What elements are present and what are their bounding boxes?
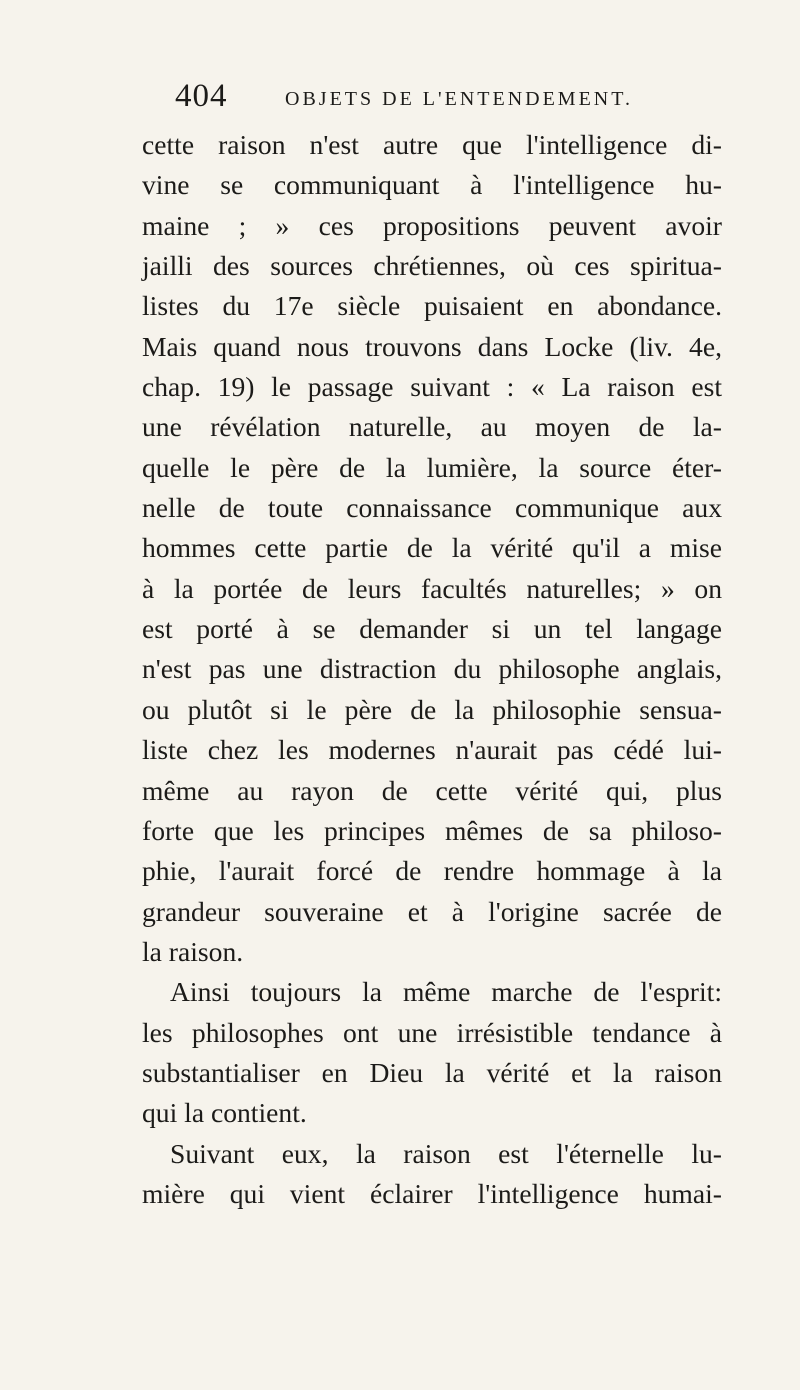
body-text	[142, 125, 722, 1214]
text-line: chap. 19) le passage suivant : « La raison est	[142, 371, 722, 403]
text-line: listes du 17e siècle puisaient en abondance.	[142, 290, 722, 322]
text-line: substantialiser en Dieu la vérité et la raison	[142, 1056, 722, 1088]
text-line: jailli des sources chrétiennes, où ces spiritua-	[142, 250, 722, 282]
paragraph-start-line: Suivant eux, la raison est l'éternelle lu-	[170, 1137, 722, 1169]
text-line: hommes cette partie de la vérité qu'il a mise	[142, 532, 722, 564]
text-line: les philosophes ont une irrésistible tendance à	[142, 1016, 722, 1048]
text-line: maine ; » ces propositions peuvent avoir	[142, 209, 722, 241]
paragraph-start-line: Ainsi toujours la même marche de l'esprit:	[170, 976, 722, 1008]
text-line: mière qui vient éclairer l'intelligence humai-	[142, 1177, 722, 1209]
paragraph-end-line: qui la contient.	[142, 1097, 307, 1129]
text-line: vine se communiquant à l'intelligence hu-	[142, 169, 722, 201]
paragraph-end-line: la raison.	[142, 935, 244, 967]
text-line: cette raison n'est autre que l'intelligence di-	[142, 129, 722, 160]
page-number: 404	[175, 78, 228, 114]
text-line: liste chez les modernes n'aurait pas cédé lui-	[142, 734, 722, 766]
text-line: n'est pas une distraction du philosophe anglais,	[142, 653, 722, 685]
text-line: grandeur souveraine et à l'origine sacrée de	[142, 895, 722, 927]
text-line: même au rayon de cette vérité qui, plus	[142, 774, 722, 806]
text-line: Mais quand nous trouvons dans Locke (liv. 4e,	[142, 330, 722, 362]
text-line: forte que les principes mêmes de sa philoso-	[142, 814, 722, 846]
text-line: est porté à se demander si un tel langage	[142, 613, 722, 645]
text-line: à la portée de leurs facultés naturelles; » on	[142, 572, 722, 604]
page-header	[175, 78, 715, 118]
text-line: ou plutôt si le père de la philosophie sensua-	[142, 693, 722, 725]
text-line: nelle de toute connaissance communique aux	[142, 492, 722, 524]
text-line: une révélation naturelle, au moyen de la-	[142, 411, 722, 443]
text-line: quelle le père de la lumière, la source éter-	[142, 451, 722, 483]
text-line: phie, l'aurait forcé de rendre hommage à la	[142, 855, 722, 887]
running-head: OBJETS DE L'ENTENDEMENT.	[285, 88, 633, 110]
